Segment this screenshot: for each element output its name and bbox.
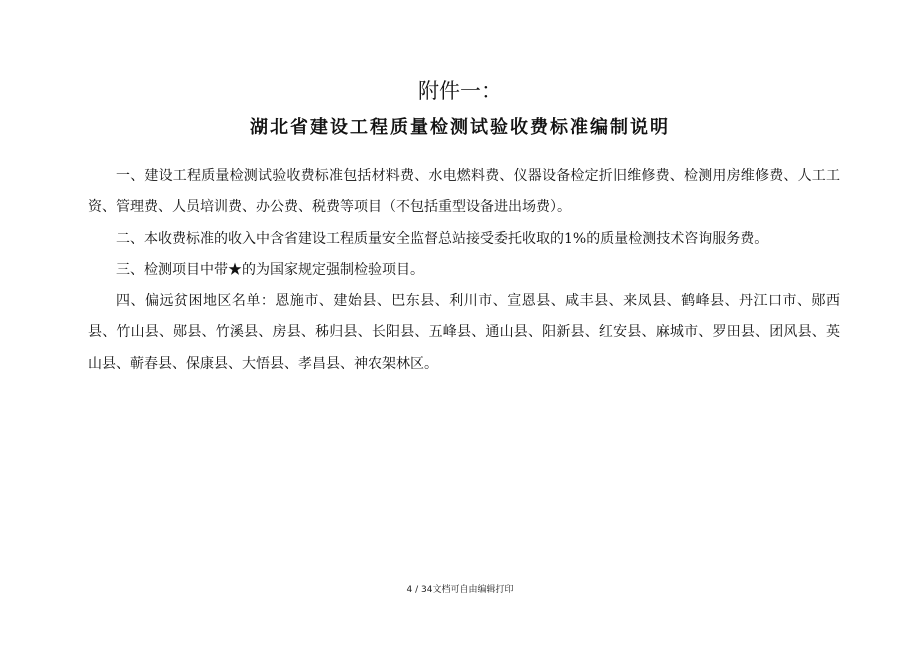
document-title: 湖北省建设工程质量检测试验收费标准编制说明 <box>250 117 670 138</box>
paragraph-4: 四、偏远贫困地区名单：恩施市、建始县、巴东县、利川市、宣恩县、咸丰县、来凤县、鹤峰县、丹江口市、郧西县、竹山县、郧县、竹溪县、房县、秭归县、长阳县、五峰县、通山县、阳新县、红安县、麻城市、罗田县、团风县、英山县、蕲春县、保康县、大悟县、孝昌县、神农架林区。 <box>88 293 840 372</box>
paragraph-1: 一、建设工程质量检测试验收费标准包括材料费、水电燃料费、仪器设备检定折旧维修费、检测用房维修费、人工工资、管理费、人员培训费、办公费、税费等项目（不包括重型设备进出场费）。 <box>88 168 840 216</box>
attachment-label: 附件一： <box>418 79 502 103</box>
document-body <box>88 161 840 380</box>
paragraph-2: 二、本收费标准的收入中含省建设工程质量安全监督总站接受委托收取的1%的质量检测技术咨询服务费。 <box>116 230 769 247</box>
page-footer: 4 / 34文档可自由编辑打印 <box>406 585 514 595</box>
paragraph-3: 三、检测项目中带★的为国家规定强制检验项目。 <box>116 261 424 278</box>
